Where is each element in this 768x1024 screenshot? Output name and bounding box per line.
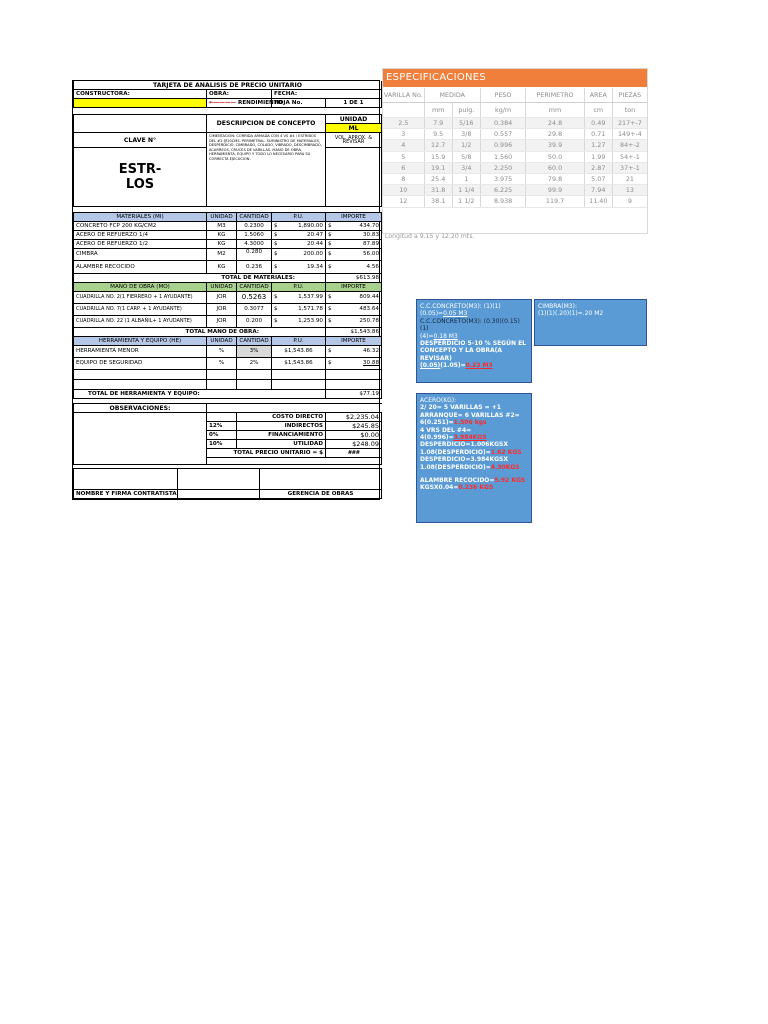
tool-name: EQUIPO DE SEGURIDAD	[74, 358, 207, 370]
note-line: C.C.CONCRETO(M3): (1)(1)	[420, 303, 501, 310]
spec-table	[383, 88, 647, 208]
pu-value: 1,571.78	[298, 306, 323, 312]
hoja-value: 1 DE 1	[326, 99, 382, 108]
note-text: 3.984KGS	[453, 434, 487, 442]
note-text: 6(0.251)=	[420, 419, 454, 427]
note-line	[420, 477, 528, 484]
labor-pu	[272, 292, 326, 304]
spec-cell: 21	[612, 173, 647, 184]
currency: $	[328, 360, 332, 366]
he-header-qty: CANTIDAD	[237, 337, 272, 346]
note-line: DESPERDICIO=3.984KGSX	[420, 456, 508, 464]
vol-label: VOL. APROX. & REVISAR	[326, 133, 382, 148]
note-line	[420, 333, 528, 340]
spec-cell: 12.7	[424, 140, 452, 151]
total-materiales: $613.98	[326, 274, 382, 283]
price-analysis-card	[72, 80, 380, 500]
note-text: (1.05)=	[440, 362, 466, 370]
labor-row	[74, 316, 382, 328]
note-text: 4 VRS DEL #4= 4(0.996)=	[420, 426, 472, 442]
material-unit: KG	[207, 261, 237, 274]
mat-header-name: MATERIALES (MI)	[74, 213, 207, 222]
currency: $	[274, 294, 278, 300]
spec-header-varilla: VARILLA No.	[383, 88, 424, 103]
tool-imp	[326, 346, 382, 358]
blank-cell	[207, 413, 237, 422]
spec-cell: 5/8	[452, 151, 480, 162]
pu-value: 1,537.99	[298, 294, 323, 300]
material-pu	[272, 231, 326, 240]
arrow-left-icon: ←————	[209, 99, 237, 106]
total-he-label: TOTAL DE HERRAMIENTA Y EQUIPO:	[74, 390, 326, 399]
total-mo-label: TOTAL MANO DE OBRA:	[74, 328, 326, 337]
spec-cell: 149+-4	[612, 129, 647, 140]
note-line	[420, 310, 528, 317]
imp-value: 483.64	[359, 306, 379, 312]
note-acero	[416, 393, 532, 523]
material-imp	[326, 240, 382, 249]
material-imp	[326, 249, 382, 261]
spec-cell: 9.5	[424, 129, 452, 140]
spec-unit: mm	[424, 103, 452, 118]
blank-row	[74, 370, 382, 380]
spec-row	[383, 196, 647, 207]
spec-cell: 7.94	[584, 185, 612, 196]
spec-cell: 6	[383, 162, 424, 173]
spec-cell: 3	[383, 129, 424, 140]
currency: $	[274, 222, 278, 229]
spec-cell: 5	[383, 151, 424, 162]
tool-name: HERRAMIENTA MENOR	[74, 346, 207, 358]
labor-imp	[326, 316, 382, 328]
material-unit: M3	[207, 222, 237, 231]
spec-cell: 0.384	[480, 118, 525, 129]
note-line	[420, 484, 528, 491]
spec-title: ESPECIFICACIONES	[383, 69, 647, 87]
spec-cell: 99.9	[526, 185, 584, 196]
material-name: CIMBRA	[74, 249, 207, 261]
blank-cell	[74, 115, 207, 133]
note-line: CONCEPTO Y LA OBRA(A REVISAR)	[420, 347, 503, 362]
mo-header-unit: UNIDAD	[207, 283, 237, 292]
blank-row	[74, 380, 382, 390]
material-pu	[272, 240, 326, 249]
mo-header-name: MANO DE OBRA (MO)	[74, 283, 207, 292]
currency: $	[328, 318, 332, 324]
total-he: $77.19	[326, 390, 382, 399]
costo-directo: $2,235.04	[326, 413, 382, 422]
material-row	[74, 222, 382, 231]
specifications-panel	[382, 68, 648, 240]
note-cimbra	[534, 299, 647, 346]
labor-qty: 0.5263	[237, 292, 272, 304]
spec-cell: 5.07	[584, 173, 612, 184]
spec-cell: 6.225	[480, 185, 525, 196]
spec-cell: 2.5	[383, 118, 424, 129]
he-header-pu: P.U.	[272, 337, 326, 346]
mo-header-pu: P.U.	[272, 283, 326, 292]
note-text: 4.30KGS	[490, 463, 520, 471]
note-text: 1.506 kgs	[453, 419, 487, 427]
constructora-input[interactable]	[74, 99, 207, 108]
spec-cell: 1.560	[480, 151, 525, 162]
spec-cell: 10	[383, 185, 424, 196]
material-row	[74, 249, 382, 261]
hoja-label: HOJA No.	[272, 99, 326, 108]
indirectos-pct: 12%	[207, 422, 237, 431]
material-pu	[272, 249, 326, 261]
labor-imp	[326, 292, 382, 304]
labor-name: CUADRILLA NO. 22 (1 ALBAÑIL+ 1 AYUDANTE)	[74, 316, 207, 328]
note-text: 1.08(DESPERDICIO)=	[420, 448, 491, 456]
material-row	[74, 261, 382, 274]
spec-header-peso: PESO	[480, 88, 525, 103]
total-materiales-label: TOTAL DE MATERIALES:	[74, 274, 326, 283]
material-qty: 0.280	[237, 249, 272, 261]
note-text: 0.05 M3	[443, 310, 468, 318]
fecha-label: FECHA:	[272, 90, 382, 99]
currency: $	[274, 306, 278, 312]
pu-value: 20.47	[306, 231, 323, 238]
mo-header-imp: IMPORTE	[326, 283, 382, 292]
spec-cell: 8	[383, 173, 424, 184]
note-text: 0.23 M3	[465, 362, 493, 370]
imp-value: 87.89	[362, 240, 379, 247]
spec-header-piezas: PIEZAS	[612, 88, 647, 103]
note-text: KGSX0.04=	[420, 484, 459, 492]
spec-cell: 1.27	[584, 140, 612, 151]
note-line: ACERO(KG):	[420, 397, 457, 404]
note-text: (4)=	[420, 332, 434, 340]
spacer	[74, 108, 382, 115]
spec-cell: 54+-1	[612, 151, 647, 162]
labor-pu	[272, 304, 326, 316]
blank-cell	[178, 490, 260, 499]
tool-row	[74, 358, 382, 370]
material-qty: 0.236	[237, 261, 272, 274]
material-qty: 0.2300	[237, 222, 272, 231]
labor-imp	[326, 304, 382, 316]
blank-cell	[207, 458, 382, 465]
firma-contratista: NOMBRE Y FIRMA CONTRATISTA	[74, 490, 178, 499]
tool-qty: 3%	[237, 346, 272, 358]
note-line	[420, 427, 528, 442]
material-unit: M2	[207, 249, 237, 261]
spec-cell: 2.250	[480, 162, 525, 173]
imp-value: 30.88	[362, 360, 379, 366]
spec-cell: 39.9	[526, 140, 584, 151]
pu-value: 19.34	[306, 263, 323, 270]
spec-unit: kg/m	[480, 103, 525, 118]
spec-cell: 2.87	[584, 162, 612, 173]
material-row	[74, 231, 382, 240]
descripcion-label: DESCRIPCION DE CONCEPTO	[207, 115, 326, 133]
clave-label: CLAVE N°	[74, 133, 207, 148]
currency: $	[328, 222, 332, 229]
material-imp	[326, 231, 382, 240]
material-name: ACERO DE REFUERZO 1/2	[74, 240, 207, 249]
note-line: DESPERDICIO=1.006KGSX	[420, 441, 508, 449]
blank-cell	[326, 148, 382, 207]
descripcion-text: CIMENTACION: CORRIDA ARMADA CON 4 VS #4 / ESTRIBOS DEL #2 @20CMS. PERIMETRAL. SUMINISTRO DE MATERIALES, DESPERDICIO. CIMBRADO, COLADO, VIBRADO, DESCIMBRADO, ACARREOS, CRUCES DE VARILLAS. MANO DE OBRA, HERRAMIENTA, EQUIPO Y TODO LO NECESARIO PARA SU CORRECTA EJECUCION.	[207, 133, 326, 207]
financiamiento: $0.00	[326, 431, 382, 440]
spec-cell: 1	[452, 173, 480, 184]
costo-directo-label: COSTO DIRECTO	[237, 413, 326, 422]
constructora-label: CONSTRUCTORA:	[74, 90, 207, 99]
indirectos: $245.85	[326, 422, 382, 431]
mat-header-unit: UNIDAD	[207, 213, 237, 222]
labor-row	[74, 304, 382, 316]
mat-header-imp: IMPORTE	[326, 213, 382, 222]
currency: $	[328, 231, 332, 238]
note-text: 0.18 M3	[433, 332, 458, 340]
labor-pu	[272, 316, 326, 328]
currency: $	[328, 240, 332, 247]
spec-cell: 0.557	[480, 129, 525, 140]
blank-cell	[178, 469, 260, 490]
spec-row	[383, 173, 647, 184]
imp-value: 250.78	[359, 318, 379, 324]
spec-cell: 25.4	[424, 173, 452, 184]
unidad-label: UNIDAD	[326, 115, 382, 124]
he-header-name: HERRAMIENTA Y EQUIPO (HE)	[74, 337, 207, 346]
spec-cell: 8.938	[480, 196, 525, 207]
material-qty: 1.5060	[237, 231, 272, 240]
currency: $	[328, 348, 332, 354]
spec-row	[383, 129, 647, 140]
tool-pu: $1,543.86	[272, 346, 326, 358]
pu-value: 1,253.90	[298, 318, 323, 324]
unidad-value: ML	[326, 124, 382, 133]
observaciones-box[interactable]	[74, 413, 207, 465]
spec-header-area: AREA	[584, 88, 612, 103]
spec-row	[383, 185, 647, 196]
note-text: ALAMBRE RECOCIDO=	[420, 477, 495, 485]
material-row	[74, 240, 382, 249]
note-text: 5.92 KGS	[494, 477, 526, 485]
spec-cell: 9	[612, 196, 647, 207]
material-imp	[326, 261, 382, 274]
blank-cell	[207, 404, 382, 413]
spec-cell: 1 1/2	[452, 196, 480, 207]
imp-value: 434.70	[359, 222, 379, 229]
spec-cell: 1 1/4	[452, 185, 480, 196]
spec-cell: 3/8	[452, 129, 480, 140]
note-text: (0.05)=	[420, 310, 444, 318]
spec-cell: 19.1	[424, 162, 452, 173]
note-text: 1.62 KGS	[490, 448, 522, 456]
imp-value: 4.56	[366, 263, 379, 270]
material-pu	[272, 261, 326, 274]
he-header-imp: IMPORTE	[326, 337, 382, 346]
signature-table	[73, 468, 382, 499]
spec-unit: ton	[612, 103, 647, 118]
material-name: ACERO DE REFUERZO 1/4	[74, 231, 207, 240]
labor-unit: JOR	[207, 292, 237, 304]
spec-cell: 1/2	[452, 140, 480, 151]
pu-value: 200.00	[303, 251, 323, 257]
spec-cell: 3.975	[480, 173, 525, 184]
note-line: 2/ 20= 5 VARILLAS = +1	[420, 404, 501, 412]
spec-cell: 1.99	[584, 151, 612, 162]
note-line: (1)(1)(.20)(1)=.20 M2	[538, 310, 604, 318]
labor-qty: 0.3077	[237, 304, 272, 316]
pu-value: 20.44	[306, 240, 323, 247]
financiamiento-label: FINANCIAMIENTO	[237, 431, 326, 440]
spec-cell: 12	[383, 196, 424, 207]
currency: $	[328, 294, 332, 300]
note-line: DESPERDICIO 5-10 % SEGÚN EL	[420, 340, 527, 348]
material-unit: KG	[207, 240, 237, 249]
currency: $	[274, 251, 278, 257]
labor-qty: 0.200	[237, 316, 272, 328]
price-analysis-table	[73, 81, 382, 465]
utilidad-pct: 10%	[207, 440, 237, 449]
clave-value: ESTR- LOS	[74, 148, 207, 207]
note-text: (0.05)	[420, 362, 441, 370]
note-line: ARRANQUE= 6 VARILLAS #2=	[420, 411, 520, 419]
total-pu: ###	[326, 449, 382, 458]
observaciones-label: OBSERVACIONES:	[74, 404, 207, 413]
spec-row	[383, 140, 647, 151]
utilidad: $248.09	[326, 440, 382, 449]
financiamiento-pct: 0%	[207, 431, 237, 440]
spec-unit	[383, 103, 424, 118]
spec-cell: 24.8	[526, 118, 584, 129]
spec-row	[383, 162, 647, 173]
imp-value: 56.00	[362, 251, 379, 257]
material-name: CONCRETO FCP 200 KG/CM2	[74, 222, 207, 231]
spec-cell: 79.8	[526, 173, 584, 184]
sheet-title: TARJETA DE ANALISIS DE PRECIO UNITARIO	[74, 81, 382, 90]
spec-cell: 13	[612, 185, 647, 196]
spec-cell: 38.1	[424, 196, 452, 207]
labor-unit: JOR	[207, 304, 237, 316]
imp-value: 46.32	[362, 348, 379, 354]
spec-cell: 119.7	[526, 196, 584, 207]
spec-cell: 11.40	[584, 196, 612, 207]
spec-cell: 0.71	[584, 129, 612, 140]
material-unit: KG	[207, 231, 237, 240]
spec-row	[383, 118, 647, 129]
utilidad-label: UTILIDAD	[237, 440, 326, 449]
tool-row	[74, 346, 382, 358]
signature-area[interactable]	[260, 469, 382, 490]
spec-header-medida: MEDIDA	[424, 88, 480, 103]
spec-cell: 3/4	[452, 162, 480, 173]
currency: $	[328, 251, 332, 257]
spec-cell: 0.49	[584, 118, 612, 129]
indirectos-label: INDIRECTOS	[237, 422, 326, 431]
material-pu	[272, 222, 326, 231]
spec-unit: mm	[526, 103, 584, 118]
material-qty: 4.3000	[237, 240, 272, 249]
currency: $	[328, 263, 332, 270]
mo-header-qty: CANTIDAD	[237, 283, 272, 292]
note-line	[420, 449, 528, 456]
note-line: C.C.CONCRETO(M3): (0.30)(0.15)(1)	[420, 317, 520, 333]
spec-cell: 0.996	[480, 140, 525, 151]
imp-value: 30.83	[362, 231, 379, 238]
note-text: 0.236 KGS	[458, 484, 494, 492]
spec-cell: 4	[383, 140, 424, 151]
material-name: ALAMBRE RECOCIDO	[74, 261, 207, 274]
currency: $	[274, 240, 278, 247]
note-line	[420, 362, 528, 369]
mat-header-pu: P.U.	[272, 213, 326, 222]
spec-unit: pulg.	[452, 103, 480, 118]
note-line: CIMBRA(M3):	[538, 303, 577, 310]
he-header-unit: UNIDAD	[207, 337, 237, 346]
spec-cell: 217+-7	[612, 118, 647, 129]
note-text: 1.08(DESPERDICIO)=	[420, 463, 491, 471]
note-concreto	[416, 299, 532, 383]
pu-value: 1,890.00	[298, 222, 323, 229]
labor-name: CUADRILLA NO. 7(1 CARP. + 1 AYUDANTE)	[74, 304, 207, 316]
currency: $	[328, 306, 332, 312]
spec-footnote: Longitud a 9.15 y 12.20 mts.	[385, 233, 475, 240]
currency: $	[274, 231, 278, 238]
spec-row	[383, 151, 647, 162]
total-pu-label: TOTAL PRECIO UNITARIO = $	[207, 449, 326, 458]
tool-imp	[326, 358, 382, 370]
currency: $	[274, 263, 278, 270]
total-mo: $1,543.86	[326, 328, 382, 337]
imp-value: 809.44	[359, 294, 379, 300]
labor-name: CUADRILLA NO. 2(1 FIERRERO + 1 AYUDANTE)	[74, 292, 207, 304]
spec-cell: 60.0	[526, 162, 584, 173]
note-line	[420, 464, 528, 471]
rendimiento-cell	[207, 99, 283, 108]
labor-row	[74, 292, 382, 304]
spec-cell: 29.8	[526, 129, 584, 140]
tool-pu: $1,543.86	[272, 358, 326, 370]
tool-unit: %	[207, 346, 237, 358]
spec-cell: 31.8	[424, 185, 452, 196]
gerencia-obras: GERENCIA DE OBRAS	[260, 490, 382, 499]
spec-unit: cm	[584, 103, 612, 118]
spec-cell: 37+-1	[612, 162, 647, 173]
signature-area[interactable]	[74, 469, 178, 490]
material-imp	[326, 222, 382, 231]
mat-header-qty: CANTIDAD	[237, 213, 272, 222]
labor-unit: JOR	[207, 316, 237, 328]
currency: $	[274, 318, 278, 324]
tool-qty: 2%	[237, 358, 272, 370]
rendimiento-label: RENDIMIENTO	[238, 99, 283, 106]
spec-cell: 7.9	[424, 118, 452, 129]
spec-header-perimetro: PERIMETRO	[526, 88, 584, 103]
spec-cell: 50.0	[526, 151, 584, 162]
spec-cell: 5/16	[452, 118, 480, 129]
tool-unit: %	[207, 358, 237, 370]
obra-label: OBRA:	[207, 90, 272, 99]
note-line	[420, 419, 528, 426]
spec-cell: 15.9	[424, 151, 452, 162]
spec-cell: 84+-2	[612, 140, 647, 151]
